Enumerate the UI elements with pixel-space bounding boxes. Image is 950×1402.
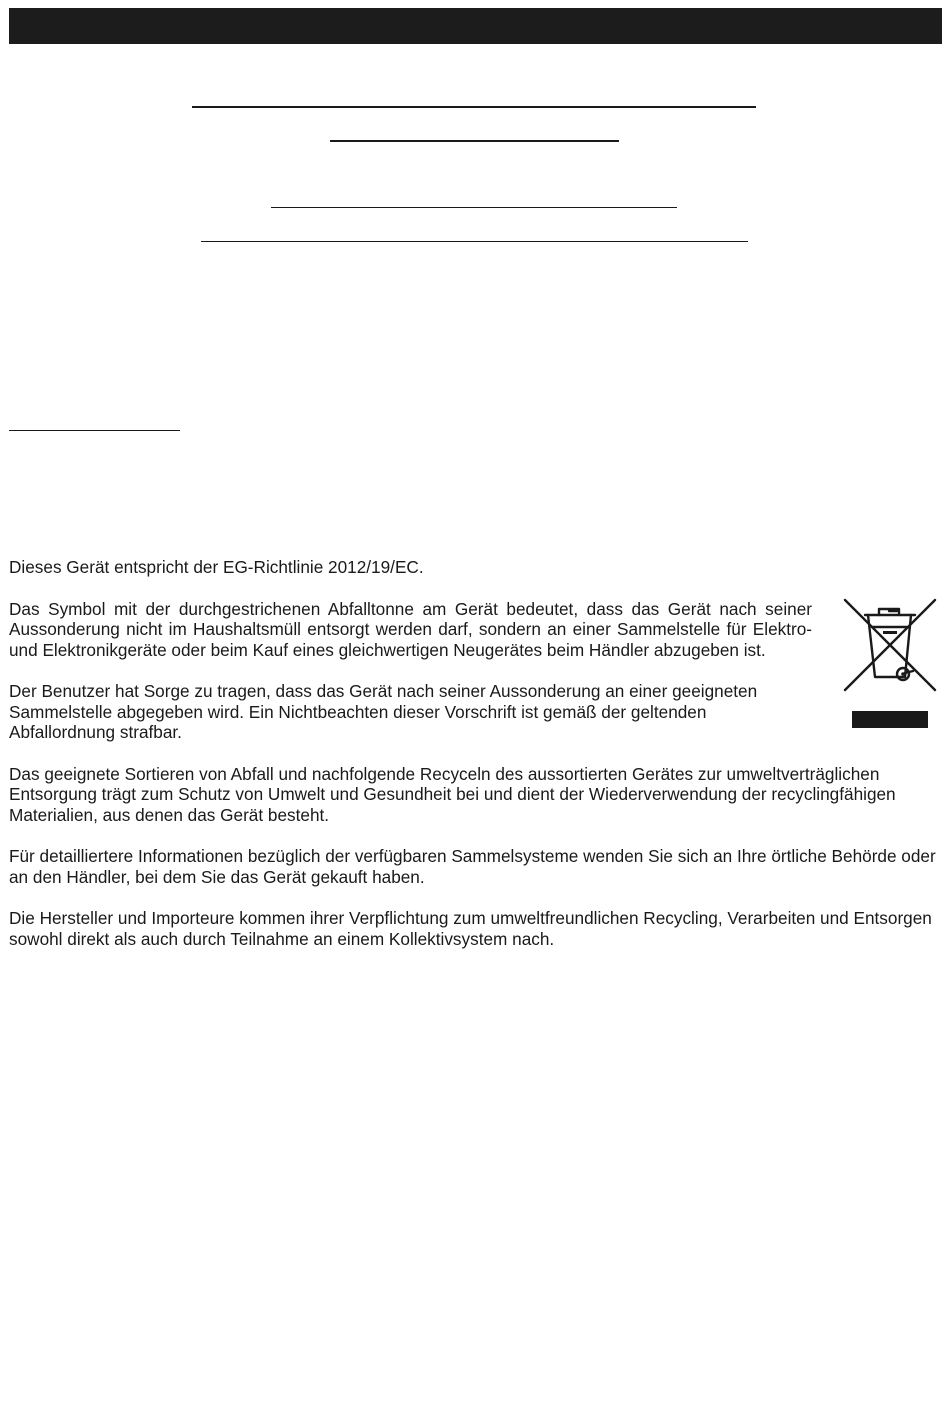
weee-paragraph-recycling: Das geeignete Sortieren von Abfall und nachfolgende Recyceln des aussortierten Gerätes zur umweltverträglichen Entsorgung trägt zum Schutz von Umwelt und Gesundheit bei und dient der Wiederverwendung der recyclingfähigen Materialien, aus denen das Gerät besteht. [9, 763, 896, 825]
weee-paragraph-manufacturers: Die Hersteller und Importeure kommen ihrer Verpflichtung zum umweltfreundlichen Recycling, Verarbeiten und Entsorgen sowohl direkt als auch durch Teilnahme an einem Kollektivsystem nach. [9, 908, 932, 949]
title-rule-2 [330, 140, 619, 142]
subtitle-rule-1 [271, 207, 677, 208]
section-heading-rule [9, 430, 180, 431]
weee-paragraph-directive: Dieses Gerät entspricht der EG-Richtlinie 2012/19/EC. [9, 557, 424, 577]
subtitle-rule-2 [201, 241, 748, 242]
crossed-out-wheelie-bin-icon [841, 597, 939, 693]
title-rule-1 [192, 106, 756, 108]
weee-paragraph-symbol: Das Symbol mit der durchgestrichenen Abfalltonne am Gerät bedeutet, dass das Gerät nach seiner Aussonderung nicht im Haushaltsmüll entsorgt werden darf, sondern an einer Sammelstelle für Elektro- und Elektronikgeräte oder beim Kauf eines gleichwertigen Neugerätes beim Händler abzugeben ist. [9, 598, 812, 660]
weee-notice [9, 557, 944, 970]
header-bar [9, 8, 942, 44]
weee-paragraph-user-duty: Der Benutzer hat Sorge zu tragen, dass das Gerät nach seiner Aussonderung an einer geeigneten Sammelstelle abgegeben wird. Ein Nichtbeachten dieser Vorschrift ist gemäß der geltenden Abfallordnung strafbar. [9, 681, 758, 742]
weee-paragraph-information: Für detailliertere Informationen bezüglich der verfügbaren Sammelsysteme wenden Sie sich an Ihre örtliche Behörde oder an den Händler, bei dem Sie das Gerät gekauft haben. [9, 846, 936, 887]
weee-black-bar [852, 711, 928, 728]
